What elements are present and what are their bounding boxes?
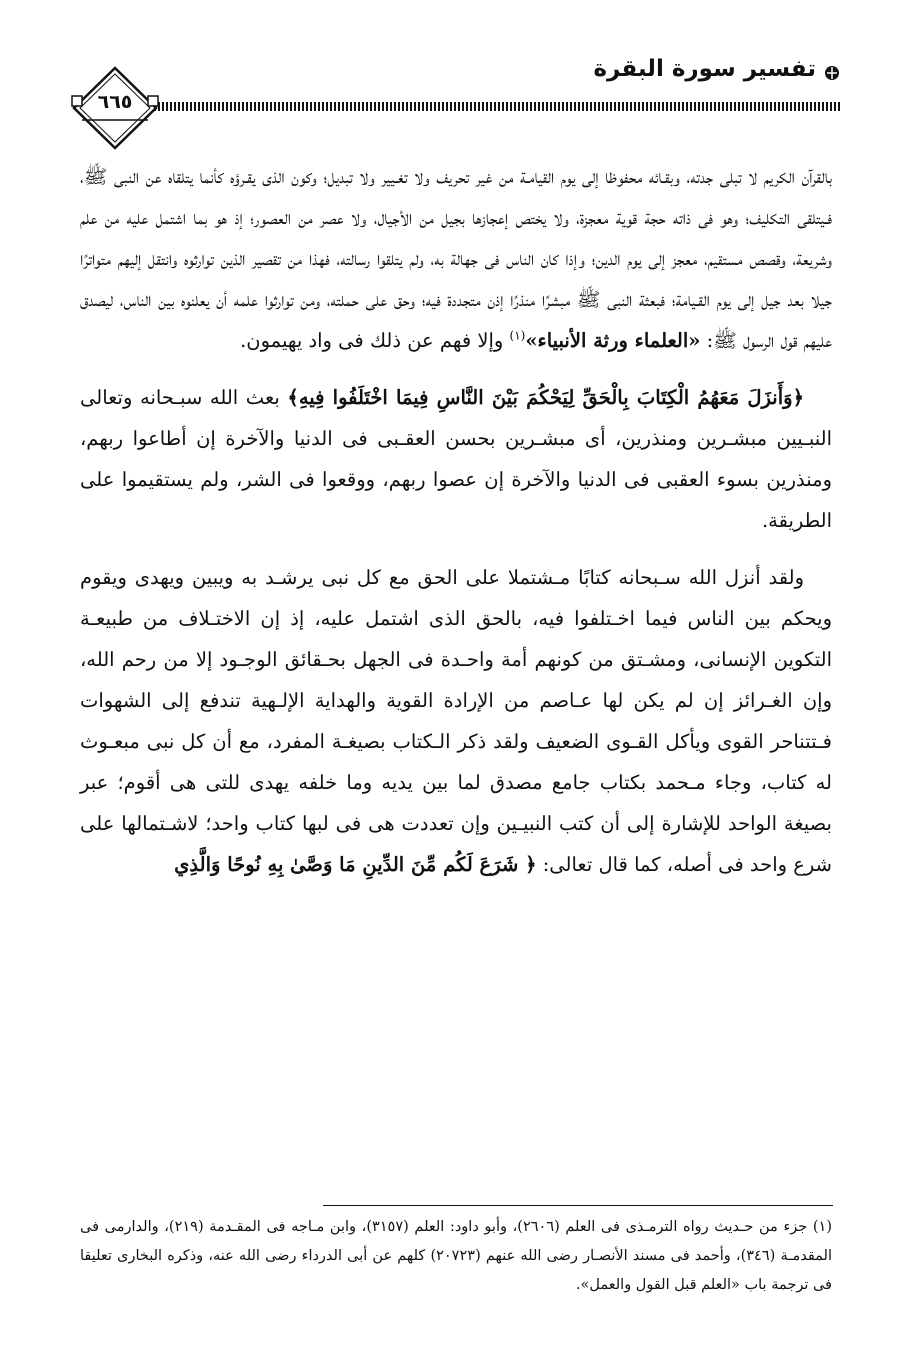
quran-verse: ﴿وَأَنزَلَ مَعَهُمُ الْكِتَابَ بِالْحَقِّ لِيَحْكُمَ بَيْنَ النَّاسِ فِيمَا اخْتَلَفُوا فِيهِ﴾: [287, 386, 804, 409]
footnote-divider: [323, 1205, 833, 1206]
text-run: وإلا فهم عن ذلك فى واد يهيمون.: [240, 329, 510, 352]
footnote-marker: (١): [509, 328, 526, 343]
header-dotted-rule: [150, 102, 840, 111]
page-number: ٦٦٥: [97, 91, 133, 113]
main-text: [80, 156, 832, 901]
footnote-1: (١) جزء من حـديث رواه الترمـذى فى العلم (٢٦٠٦)، وأبو داود: العلم (٣١٥٧)، وابن مـاجه فى المقـدمة (٢١٩)، والدارمى فى المقدمـة (٣٤٦)، وأحمد فى مسند الأنصـار رضى الله عنهم (٢٠٧٢٣) كلهم عن أبى الدرداء رضى الله عنه، وذكره البخارى تعليقا فى ترجمة باب «العلم قبل القول والعمل».: [80, 1219, 833, 1293]
quran-verse: ﴿ شَرَعَ لَكُم مِّنَ الدِّينِ مَا وَصَّىٰ بِهِ نُوحًا وَالَّذِي: [174, 853, 537, 876]
paragraph-2: [80, 377, 832, 541]
paragraph-1: [80, 156, 832, 361]
text-run: بالقرآن الكريم لا تبلى جدته، وبقـائه محفوظا إلى يوم القيامـة من غير تحريف ولا تغـيير ولا تبديل؛ وكون الذى يقـرؤه كأنما يتلقاه عن النبى ﷺ، فـيتلقى التكليف؛ وهو فى ذاته حجة قوية معجزة، ولا يختص إعجازها بجيل من الأجيال، ولا عصر من العصور؛ إذ هو بما اشتمل عليه من علم وشريعة، وقصص مستقيم، معجز إلى يوم الدين؛ وإذا كان الناس فى جهالة به، ولم يتلقوا رسالته، فهذا من تقصير الذين توارثوه وانتقل إليهم متواترًا جيلا بعد جيل إلى يوم القـيامة؛ فبعثة النبى ﷺ مبشرًا منذرًا إذن متجددة فيه؛ وحق على حملته، ومن توارثوا علمه أن يعلنوه بين الناس، ليصدق عليهم قول الرسول ﷺ:: [80, 165, 832, 352]
text-run: ولقد أنزل الله سـبحانه كتابًا مـشتملا على الحق مع كل نبى يرشـد به ويبين ويهدى ويقوم ويحكم بين الناس فيما اخـتلفوا فيه، بالحق الذى اشتمل عليه، إذ إن الاختـلاف من طبيعـة التكوين الإنسانى، ومشـتق من كونهم أمة واحـدة فى الجهل بحـقائق الوجـود إلا من رحم الله، وإن الغـرائز إن لم يكن لها عـاصم من الإرادة القوية والهداية الإلـهية تندفع إلى الشهوات فـتتناحر القوى ويأكل القـوى الضعيف ولقد ذكر الـكتاب بصيغـة المفرد، مع أن كل نبى مبعـوث له كتاب، وجاء مـحمد بكتاب جامع مصدق لما بين يديه وما خلفه يهدى للتى هى أقوم؛ عبر بصيغة الواحد للإشارة إلى أن كتب النبيـين وإن تعددت هى فى لبها كتاب واحد؛ لاشـتمالها على شرع واحد فى أصله، كما قال تعالى:: [80, 566, 832, 876]
text-run: بعث الله سبـحانه وتعالى النبـيين مبشـرين ومنذرين، أى مبشـرين بحسن العقـبى فى الدنيا والآخرة إن أطاعوا ربهم، ومنذرين بسوء العقبى فى الدنيا والآخرة إن عصوا ربهم، ووقعوا فى الشر، ولم يستقيموا على الطريقة.: [80, 386, 832, 532]
ornament-icon: [824, 61, 840, 77]
running-title-text: تفسير سورة البقرة: [593, 56, 816, 82]
running-title: [593, 56, 840, 82]
page-number-badge: [70, 66, 160, 150]
hadith-quote: «العلماء ورثة الأنبياء»: [525, 329, 701, 352]
page-header: [70, 52, 840, 152]
footnotes: [80, 1213, 832, 1300]
paragraph-3: [80, 557, 832, 885]
